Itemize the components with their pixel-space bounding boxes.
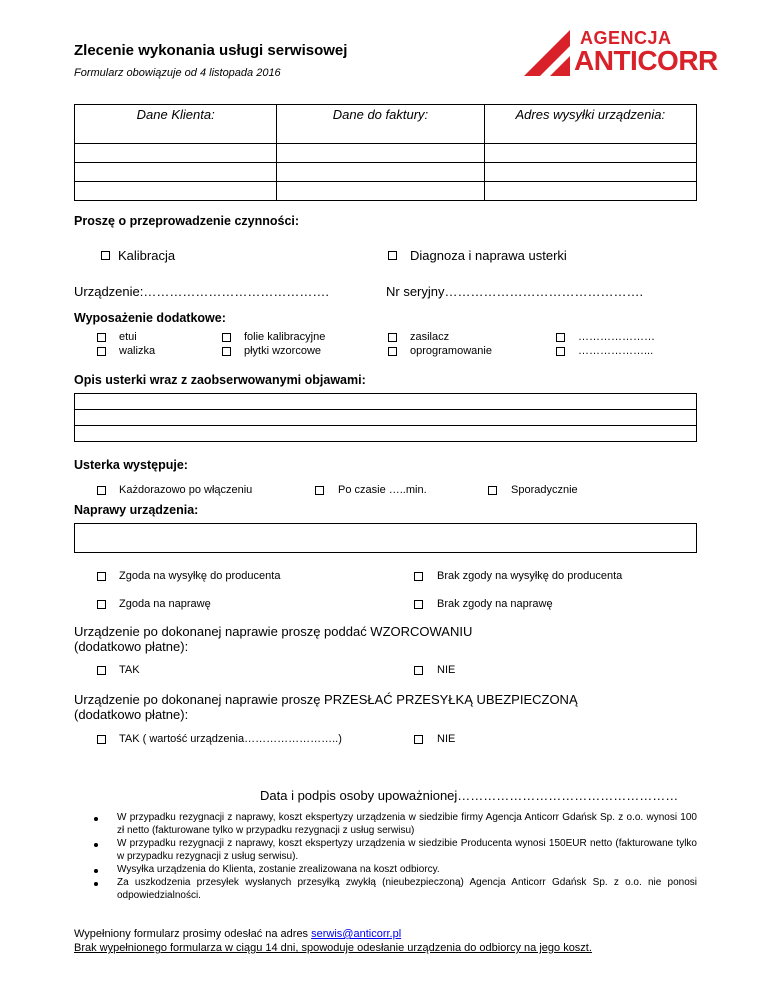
shipping-yes-checkbox[interactable] bbox=[97, 735, 106, 744]
bullet-icon bbox=[94, 882, 98, 886]
no-consent-ship-checkbox[interactable] bbox=[414, 572, 423, 581]
signature-line[interactable]: Data i podpis osoby upoważnionej…………………………………………… bbox=[260, 788, 679, 803]
client-field[interactable] bbox=[75, 125, 277, 144]
calibration-label: Kalibracja bbox=[118, 248, 176, 263]
equipment-checkbox[interactable] bbox=[222, 333, 231, 342]
equipment-checkbox[interactable] bbox=[222, 347, 231, 356]
bullet-icon bbox=[94, 817, 98, 821]
shipping-field[interactable] bbox=[484, 182, 696, 201]
shipping-no-checkbox[interactable] bbox=[414, 735, 423, 744]
footer-send-line bbox=[74, 928, 401, 940]
bullet-icon bbox=[94, 843, 98, 847]
serial-field[interactable]: Nr seryjny………………………………………. bbox=[386, 284, 644, 299]
shipping-yes-label: TAK ( wartość urządzenia……………………..) bbox=[119, 733, 342, 745]
equipment-foils: folie kalibracyjne bbox=[244, 331, 326, 343]
bullet-icon bbox=[94, 869, 98, 873]
shipping-field[interactable] bbox=[484, 125, 696, 144]
client-data-header: Dane Klienta: bbox=[75, 105, 277, 125]
occurs-always-label: Każdorazowo po włączeniu bbox=[119, 484, 253, 496]
client-field[interactable] bbox=[75, 144, 277, 163]
no-consent-repair-checkbox[interactable] bbox=[414, 600, 423, 609]
form-title: Zlecenie wykonania usługi serwisowej bbox=[74, 42, 348, 59]
equipment-checkbox[interactable] bbox=[97, 347, 106, 356]
equipment-case: walizka bbox=[119, 345, 156, 357]
equipment-checkbox[interactable] bbox=[97, 333, 106, 342]
calibration-no-label: NIE bbox=[437, 664, 456, 676]
fault-heading: Opis usterki wraz z zaobserwowanymi objawami: bbox=[74, 373, 366, 387]
email-link[interactable]: serwis@anticorr.pl bbox=[311, 928, 402, 940]
logo-line2: ANTICORR bbox=[574, 45, 718, 76]
note-item: W przypadku rezygnacji z naprawy, koszt ekspertyzy urządzenia w siedzibie Producenta wynosi 150EUR netto (fakturowane tylko w przypadku rezygnacji z usług serwisu). bbox=[117, 838, 697, 862]
calibration-checkbox[interactable] bbox=[101, 251, 110, 260]
form-subtitle: Formularz obowiązuje od 4 listopada 2016 bbox=[74, 67, 281, 79]
equipment-checkbox[interactable] bbox=[556, 347, 565, 356]
calibration-yes-label: TAK bbox=[119, 664, 140, 676]
equipment-checkbox[interactable] bbox=[388, 333, 397, 342]
repairs-heading: Naprawy urządzenia: bbox=[74, 503, 199, 517]
consent-ship-label: Zgoda na wysyłkę do producenta bbox=[119, 570, 281, 582]
no-consent-ship-label: Brak zgody na wysyłkę do producenta bbox=[437, 570, 623, 582]
client-field[interactable] bbox=[75, 182, 277, 201]
occurs-after-time-checkbox[interactable] bbox=[315, 486, 324, 495]
fault-description-box[interactable] bbox=[74, 393, 697, 442]
occurs-heading: Usterka występuje: bbox=[74, 458, 188, 472]
company-logo bbox=[522, 28, 718, 78]
note-item: Wysyłka urządzenia do Klienta, zostanie zrealizowana na koszt odbiorcy. bbox=[117, 864, 440, 875]
diagnosis-label: Diagnoza i naprawa usterki bbox=[410, 248, 567, 263]
shipping-field[interactable] bbox=[484, 163, 696, 182]
equipment-power: zasilacz bbox=[410, 331, 450, 343]
consent-ship-checkbox[interactable] bbox=[97, 572, 106, 581]
equipment-other[interactable]: ………………... bbox=[578, 345, 654, 357]
shipping-no-label: NIE bbox=[437, 733, 456, 745]
client-data-table bbox=[74, 104, 697, 201]
consent-repair-label: Zgoda na naprawę bbox=[119, 598, 211, 610]
shipping-after-line1: Urządzenie po dokonanej naprawie proszę PRZESŁAĆ PRZESYŁKĄ UBEZPIECZONĄ bbox=[74, 692, 578, 707]
invoice-field[interactable] bbox=[277, 182, 484, 201]
note-item: Za uszkodzenia przesyłek wysłanych przesyłką zwykłą (nieubezpieczoną) Agencja Anticorr Gdańsk Sp. z o.o. nie ponosi odpowiedzialności. bbox=[117, 877, 697, 901]
equipment-checkbox[interactable] bbox=[388, 347, 397, 356]
calibration-after-line2: (dodatkowo płatne): bbox=[74, 639, 189, 654]
client-field[interactable] bbox=[75, 163, 277, 182]
occurs-always-checkbox[interactable] bbox=[97, 486, 106, 495]
equipment-etui: etui bbox=[119, 331, 137, 343]
occurs-after-time-label: Po czasie …..min. bbox=[338, 484, 427, 496]
invoice-field[interactable] bbox=[277, 144, 484, 163]
calibration-yes-checkbox[interactable] bbox=[97, 666, 106, 675]
consent-repair-checkbox[interactable] bbox=[97, 600, 106, 609]
equipment-other[interactable]: ………………… bbox=[578, 331, 655, 343]
occurs-sporadic-label: Sporadycznie bbox=[511, 484, 578, 496]
footer-warning: Brak wypełnionego formularza w ciągu 14 dni, spowoduje odesłanie urządzenia do odbiorcy na jego koszt. bbox=[74, 942, 592, 954]
logo-line1: AGENCJA bbox=[580, 28, 672, 48]
diagnosis-checkbox[interactable] bbox=[388, 251, 397, 260]
occurs-sporadic-checkbox[interactable] bbox=[488, 486, 497, 495]
equipment-software: oprogramowanie bbox=[410, 345, 492, 357]
invoice-data-header: Dane do faktury: bbox=[277, 105, 484, 125]
invoice-field[interactable] bbox=[277, 125, 484, 144]
activities-heading: Proszę o przeprowadzenie czynności: bbox=[74, 214, 300, 228]
equipment-heading: Wyposażenie dodatkowe: bbox=[74, 311, 226, 325]
repairs-box[interactable] bbox=[74, 523, 697, 553]
equipment-checkbox[interactable] bbox=[556, 333, 565, 342]
no-consent-repair-label: Brak zgody na naprawę bbox=[437, 598, 553, 610]
device-field[interactable]: Urządzenie:……………………………………. bbox=[74, 284, 329, 299]
shipping-field[interactable] bbox=[484, 144, 696, 163]
shipping-after-line2: (dodatkowo płatne): bbox=[74, 707, 189, 722]
invoice-field[interactable] bbox=[277, 163, 484, 182]
calibration-no-checkbox[interactable] bbox=[414, 666, 423, 675]
equipment-plates: płytki wzorcowe bbox=[244, 345, 322, 357]
note-item: W przypadku rezygnacji z naprawy, koszt ekspertyzy urządzenia w siedzibie firmy Agencja Anticorr Gdańsk Sp. z o.o. wynosi 100 zł netto (fakturowane tylko w przypadku rezygnacji z usług serwisu) bbox=[117, 812, 697, 836]
footer-send-text: Wypełniony formularz prosimy odesłać na adres bbox=[74, 928, 312, 940]
logo-triangle-icon bbox=[522, 28, 582, 78]
calibration-after-line1: Urządzenie po dokonanej naprawie proszę poddać WZORCOWANIU bbox=[74, 624, 473, 639]
shipping-address-header: Adres wysyłki urządzenia: bbox=[484, 105, 696, 125]
